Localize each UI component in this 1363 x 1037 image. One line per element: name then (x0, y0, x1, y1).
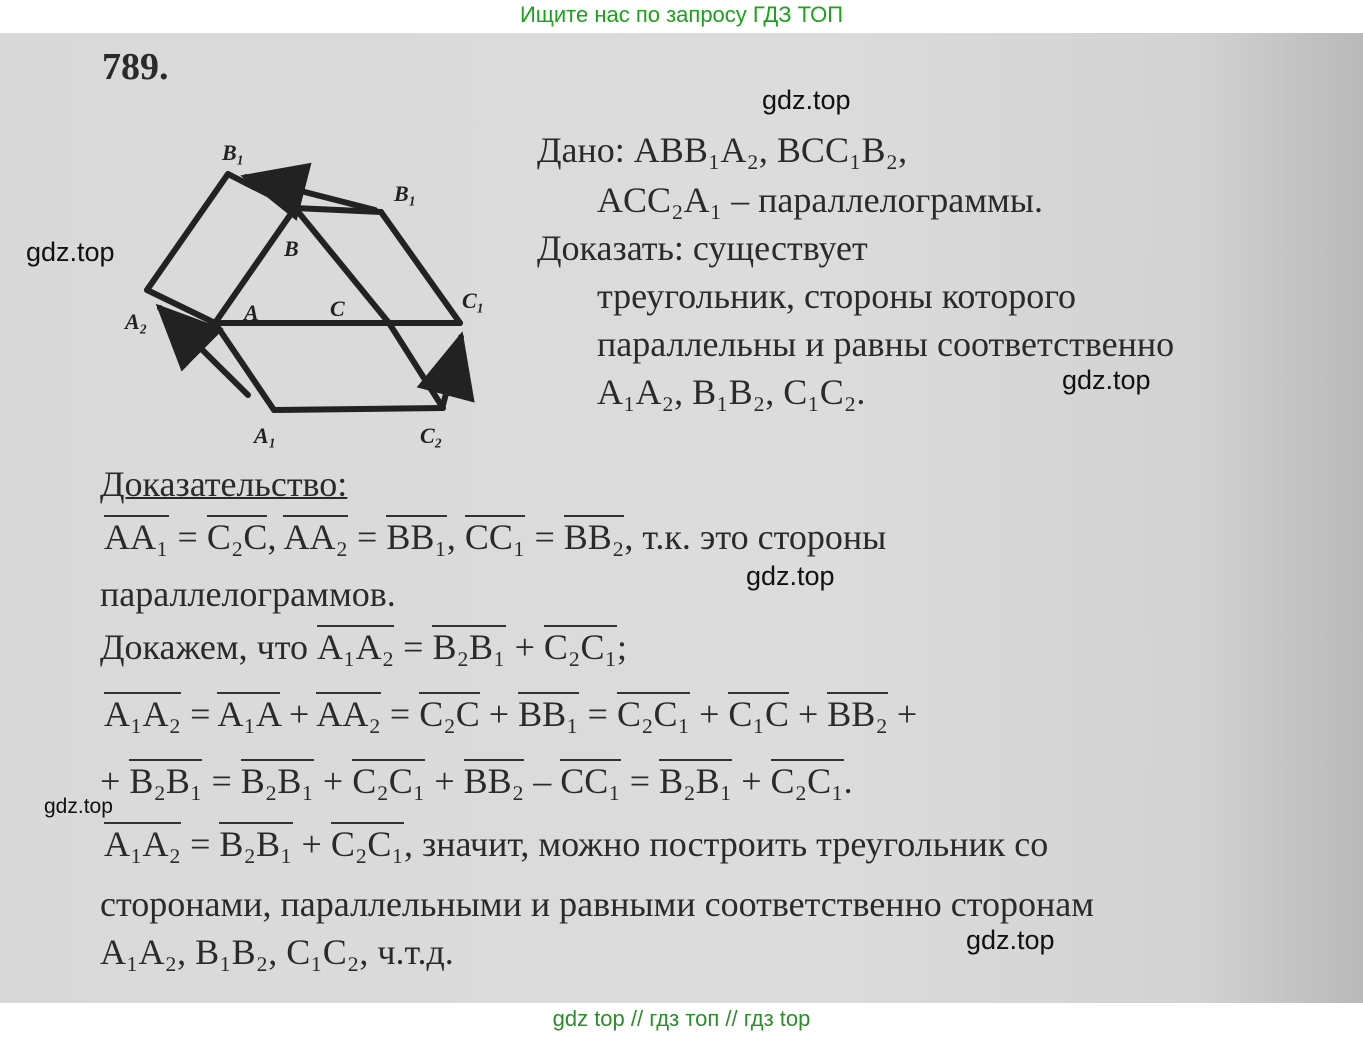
vector: C₁C (728, 694, 789, 734)
label-c: C (330, 296, 345, 321)
label-c2: C₂ (420, 423, 443, 448)
vector: BB₂ (463, 761, 525, 801)
vector: BB₂ (563, 517, 625, 557)
given-line-2: ACC₂A₁ – параллелограммы. (597, 180, 1044, 220)
vector: CC₁ (560, 761, 621, 801)
label-b: B (284, 236, 299, 261)
label-b1-right: B₁ (394, 181, 417, 206)
proof-line-6: A₁A₂ = B₂B₁ + C₂C₁, значит, можно построить треугольник со (104, 824, 1049, 864)
label-a1: A₁ (254, 423, 277, 448)
vector: C₂C (419, 694, 480, 734)
edge-a2-a (147, 290, 215, 323)
vector: A₁A₂ (104, 824, 182, 864)
vector: B₂B₁ (129, 761, 203, 801)
label-c1: C₁ (462, 288, 485, 313)
proof-line-3: Докажем, что A₁A₂ = B₂B₁ + C₂C₁; (100, 627, 628, 667)
vector: CC₁ (464, 517, 526, 557)
vector: B₂B₁ (240, 761, 314, 801)
vector: C₂C₁ (770, 761, 844, 801)
problem-number: 789. (102, 46, 169, 88)
vector: C₂C (206, 517, 268, 557)
prove-line-2: треугольник, стороны которого (597, 276, 1077, 316)
watermark: gdz.top (762, 85, 851, 115)
proof-line-7: сторонами, параллельными и равными соответственно сторонам (100, 884, 1095, 924)
edge-a-a1 (215, 323, 274, 410)
proof-line-2: параллелограммов. (100, 574, 396, 614)
vector: C₂C₁ (330, 824, 404, 864)
vector: B₂B₁ (432, 627, 506, 667)
vector: B₂B₁ (219, 824, 293, 864)
vector: C₂C₁ (352, 761, 426, 801)
scanned-page (0, 33, 1363, 1003)
prove-line-4: A₁A₂, B₁B₂, C₁C₂. (597, 372, 866, 412)
watermark: gdz.top (1062, 365, 1151, 395)
vector: A₁A₂ (104, 694, 182, 734)
proof-line-8: A₁A₂, B₁B₂, C₁C₂, ч.т.д. (100, 932, 454, 972)
vector: C₂C₁ (543, 627, 617, 667)
top-banner: Ищите нас по запросу ГДЗ ТОП (519, 2, 844, 27)
vector: BB₁ (386, 517, 447, 557)
label-b1-top: B₁ (222, 140, 245, 165)
proof-heading: Доказательство: (100, 464, 348, 504)
vector: B₂B₁ (659, 761, 733, 801)
edge-b1r-c1 (381, 212, 460, 323)
edge-a2-b1 (147, 174, 228, 290)
proof-line-5: + B₂B₁ = B₂B₁ + C₂C₁ + BB₂ – CC₁ = B₂B₁ + C₂C₁. (100, 761, 853, 801)
given-line-1: Дано: ABB₁A₂, BCC₁B₂, (537, 130, 908, 170)
prove-line-3: параллельны и равны соответственно (597, 324, 1175, 364)
vector: A₁A₂ (317, 627, 395, 667)
watermark: gdz.top (746, 561, 835, 591)
proof-line-4: A₁A₂ = A₁A + AA₂ = C₂C + BB₁ = C₂C₁ + C₁C + BB₂ + (104, 694, 918, 734)
watermark: gdz.top (26, 237, 115, 267)
vector: C₂C₁ (616, 694, 691, 734)
edge-a1-c2 (274, 408, 443, 410)
vector: AA₁ (104, 517, 169, 557)
vector: BB₂ (827, 694, 888, 734)
vector: A₁A (217, 694, 280, 734)
watermark: gdz.top (966, 925, 1055, 955)
label-a: A (244, 300, 259, 325)
vector: AA₂ (316, 694, 381, 734)
vector: AA₂ (283, 517, 348, 557)
bottom-banner: gdz top // гдз топ // гдз top (552, 1006, 811, 1031)
prove-line-1: Доказать: существует (537, 228, 868, 268)
vector: BB₁ (518, 694, 579, 734)
watermark: gdz.top (44, 795, 113, 818)
geometry-figure (100, 123, 520, 483)
edge-c-c2 (389, 323, 443, 408)
proof-line-1: AA₁ = C₂C, AA₂ = BB₁, CC₁ = BB₂, т.к. это стороны (104, 517, 887, 557)
vector-c2-c1 (443, 337, 461, 405)
label-a2: A₂ (125, 309, 148, 334)
